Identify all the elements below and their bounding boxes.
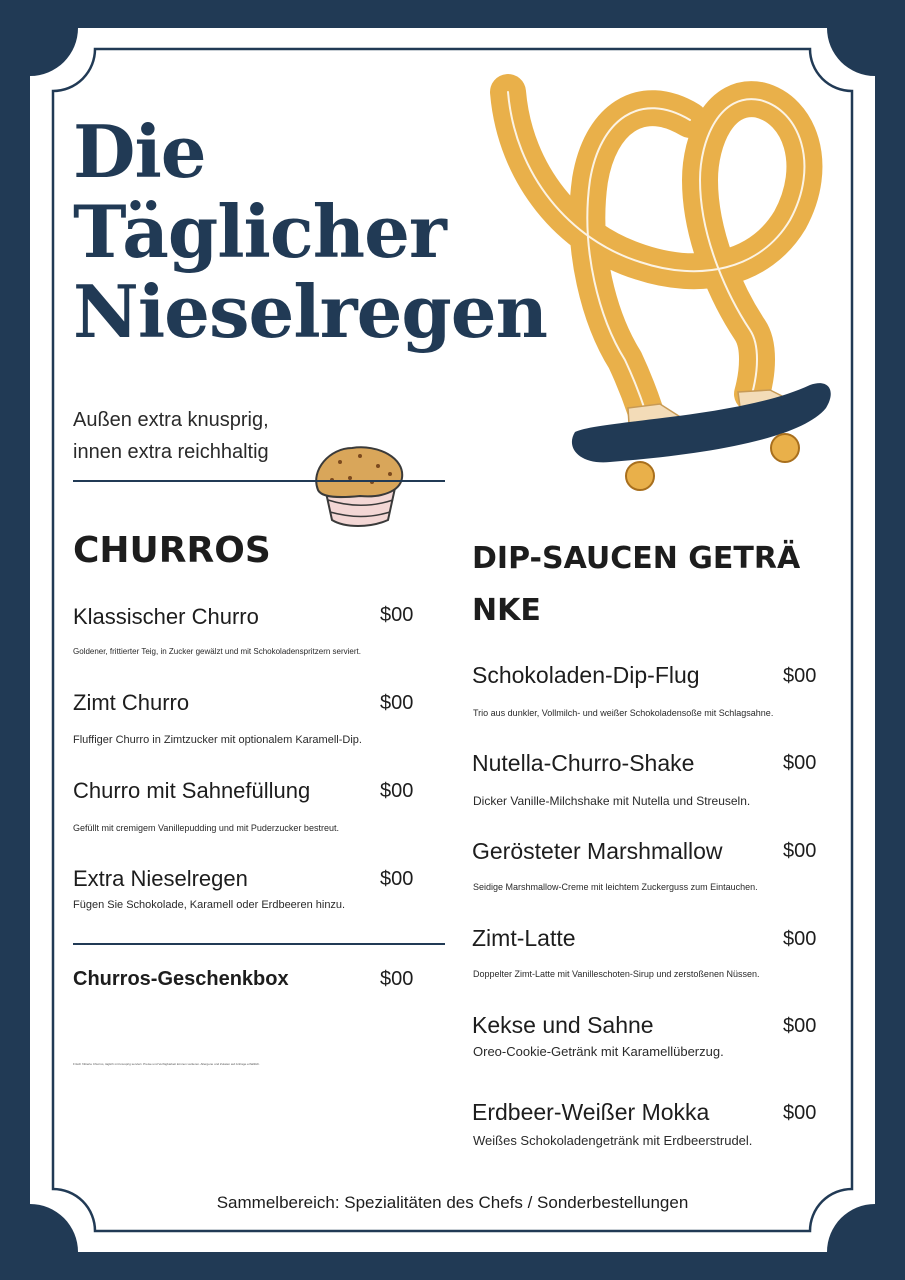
menu-item-description: Dicker Vanille-Milchshake mit Nutella und Streuseln. <box>473 794 751 808</box>
menu-item-price: $00 <box>783 1102 817 1124</box>
menu-item-description: Trio aus dunkler, Vollmilch- und weißer Schokoladensoße mit Schlagsahne. <box>473 708 774 718</box>
menu-item-price: $00 <box>380 692 414 714</box>
menu-item-price: $00 <box>783 752 817 774</box>
menu-item-description: Oreo-Cookie-Getränk mit Karamellüberzug. <box>473 1044 724 1059</box>
menu-item-price: $00 <box>783 665 817 687</box>
menu-item-name: Zimt Churro <box>73 690 190 715</box>
menu-item-name: Extra Nieselregen <box>73 866 248 891</box>
skateboard-wheel <box>771 434 799 462</box>
menu-item-name: Klassischer Churro <box>73 604 259 629</box>
menu-item-description: Goldener, frittierter Teig, in Zucker gewälzt und mit Schokoladenspritzern serviert. <box>73 647 361 656</box>
menu-item-name: Schokoladen-Dip-Flug <box>472 662 700 688</box>
menu-item-name: Churro mit Sahnefüllung <box>73 778 311 803</box>
giftbox-name: Churros-Geschenkbox <box>73 968 289 990</box>
menu-item-name: Zimt-Latte <box>472 925 576 951</box>
section-heading-churros: CHURROS <box>73 530 271 571</box>
menu-item-name: Nutella-Churro-Shake <box>472 750 695 776</box>
footer-text: Sammelbereich: Spezialitäten des Chefs / Sonderbestellungen <box>216 1193 689 1212</box>
title-line-3: Nieselregen <box>73 269 547 354</box>
divider-top <box>73 480 445 482</box>
page-title <box>73 109 633 354</box>
menu-item-name: Erdbeer-Weißer Mokka <box>472 1099 710 1125</box>
tagline <box>73 404 269 468</box>
section-heading-dips-drinks <box>472 533 832 637</box>
tagline-line-2: innen extra reichhaltig <box>73 441 269 463</box>
menu-item-description: Fluffiger Churro in Zimtzucker mit optionalem Karamell-Dip. <box>73 734 362 746</box>
menu-item-price: $00 <box>783 840 817 862</box>
heading-line-1: DIP-SAUCEN GETRÄ <box>472 541 801 576</box>
menu-item-price: $00 <box>380 604 414 626</box>
fine-print: Frisch frittierte Churros, täglich mit knusprig serviert. Preise und Verfügbarkeit können variieren. Allergene und Zutaten auf Anfrage erhältlich. <box>73 1062 260 1066</box>
menu-item-price: $00 <box>783 1015 817 1037</box>
skateboard-wheel <box>626 462 654 490</box>
menu-item-price: $00 <box>380 780 414 802</box>
menu-item-name: Gerösteter Marshmallow <box>472 838 723 864</box>
menu-item-name: Kekse und Sahne <box>472 1012 654 1038</box>
giftbox-price: $00 <box>380 968 414 990</box>
menu-item-price: $00 <box>783 928 817 950</box>
tagline-line-1: Außen extra knusprig, <box>73 409 269 431</box>
menu-item-price: $00 <box>380 868 414 890</box>
menu-item-description: Seidige Marshmallow-Creme mit leichtem Zuckerguss zum Eintauchen. <box>473 882 758 892</box>
menu-item-description: Doppelter Zimt-Latte mit Vanilleschoten-Sirup und zerstoßenen Nüssen. <box>473 969 760 979</box>
title-line-2: Täglicher <box>73 189 446 274</box>
menu-item-description: Fügen Sie Schokolade, Karamell oder Erdbeeren hinzu. <box>73 899 346 911</box>
menu-item-description: Gefüllt mit cremigem Vanillepudding und mit Puderzucker bestreut. <box>73 823 339 833</box>
heading-line-2: NKE <box>472 593 541 628</box>
divider-middle <box>73 943 445 945</box>
menu-item-description: Weißes Schokoladengetränk mit Erdbeerstrudel. <box>473 1133 753 1148</box>
title-line-1: Die <box>73 109 206 194</box>
